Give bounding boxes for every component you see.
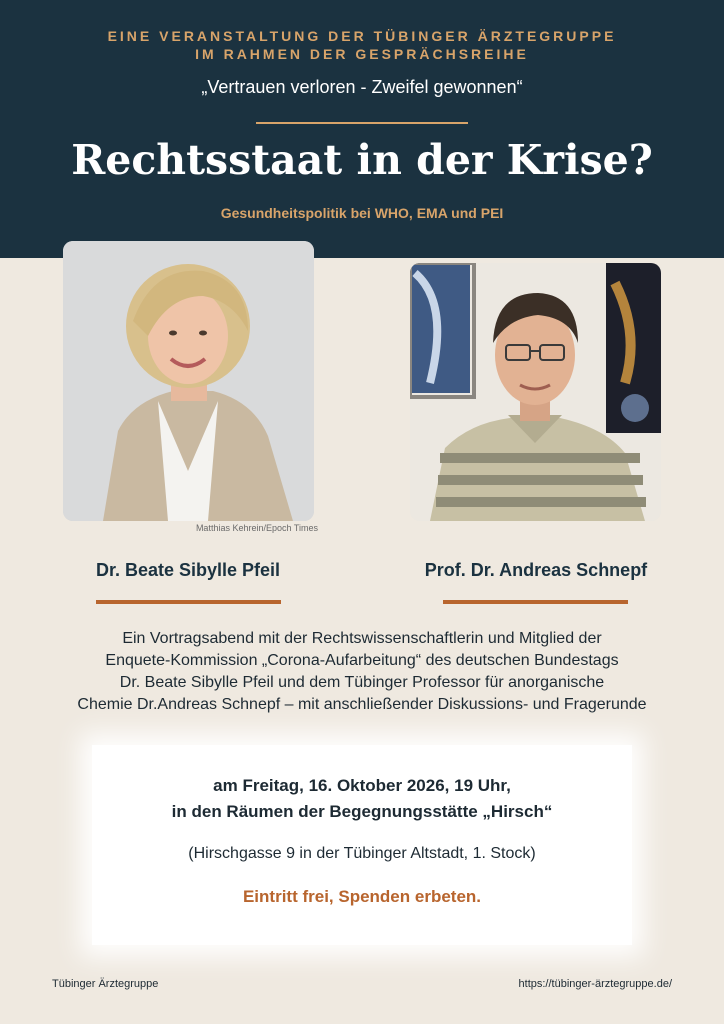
speaker-photo-pfeil (63, 241, 314, 521)
event-description (20, 628, 704, 716)
portrait-man-image (410, 263, 661, 521)
series-title: „Vertrauen verloren - Zweifel gewonnen“ (201, 77, 523, 97)
event-venue: in den Räumen der Begegnungsstätte „Hirsch“ (171, 802, 553, 821)
event-admission: Eintritt frei, Spenden erbeten. (242, 887, 482, 906)
page-subtitle: Gesundheitspolitik bei WHO, EMA und PEI (220, 205, 504, 221)
event-address: (Hirschgasse 9 in der Tübinger Altstadt, 1. Stock) (188, 845, 536, 862)
event-date-venue (92, 773, 632, 825)
description-line: Chemie Dr.Andreas Schnepf – mit anschließender Diskussions- und Fragerunde (77, 696, 647, 713)
description-line: Dr. Beate Sibylle Pfeil und dem Tübinger Professor für anorganische (119, 674, 605, 691)
photo-credit: Matthias Kehrein/Epoch Times (195, 523, 318, 533)
footer-url-link[interactable]: https://tübinger-ärztegruppe.de/ (518, 978, 672, 990)
page-title: Rechtsstaat in der Krise? (71, 136, 653, 184)
portrait-woman-image (63, 241, 314, 521)
speaker-underline-left (96, 600, 281, 604)
description-line: Ein Vortragsabend mit der Rechtswissenschaftlerin und Mitglied der (122, 630, 602, 647)
kicker-line-2: IM RAHMEN DER GESPRÄCHSREIHE (195, 46, 529, 62)
header-banner (0, 0, 724, 258)
event-date: am Freitag, 16. Oktober 2026, 19 Uhr, (213, 776, 511, 795)
description-line: Enquete-Kommission „Corona-Aufarbeitung“ des deutschen Bundestags (105, 652, 619, 669)
event-details-box (92, 745, 632, 945)
speaker-name-pfeil: Dr. Beate Sibylle Pfeil (95, 560, 281, 580)
speaker-name-schnepf: Prof. Dr. Andreas Schnepf (424, 560, 648, 580)
footer-organizer: Tübinger Ärztegruppe (52, 978, 159, 990)
kicker-line-1: EINE VERANSTALTUNG DER TÜBINGER ÄRZTEGRUPPE (107, 28, 617, 44)
speaker-photo-schnepf (410, 263, 661, 521)
speaker-underline-right (443, 600, 628, 604)
header-divider (256, 122, 468, 124)
